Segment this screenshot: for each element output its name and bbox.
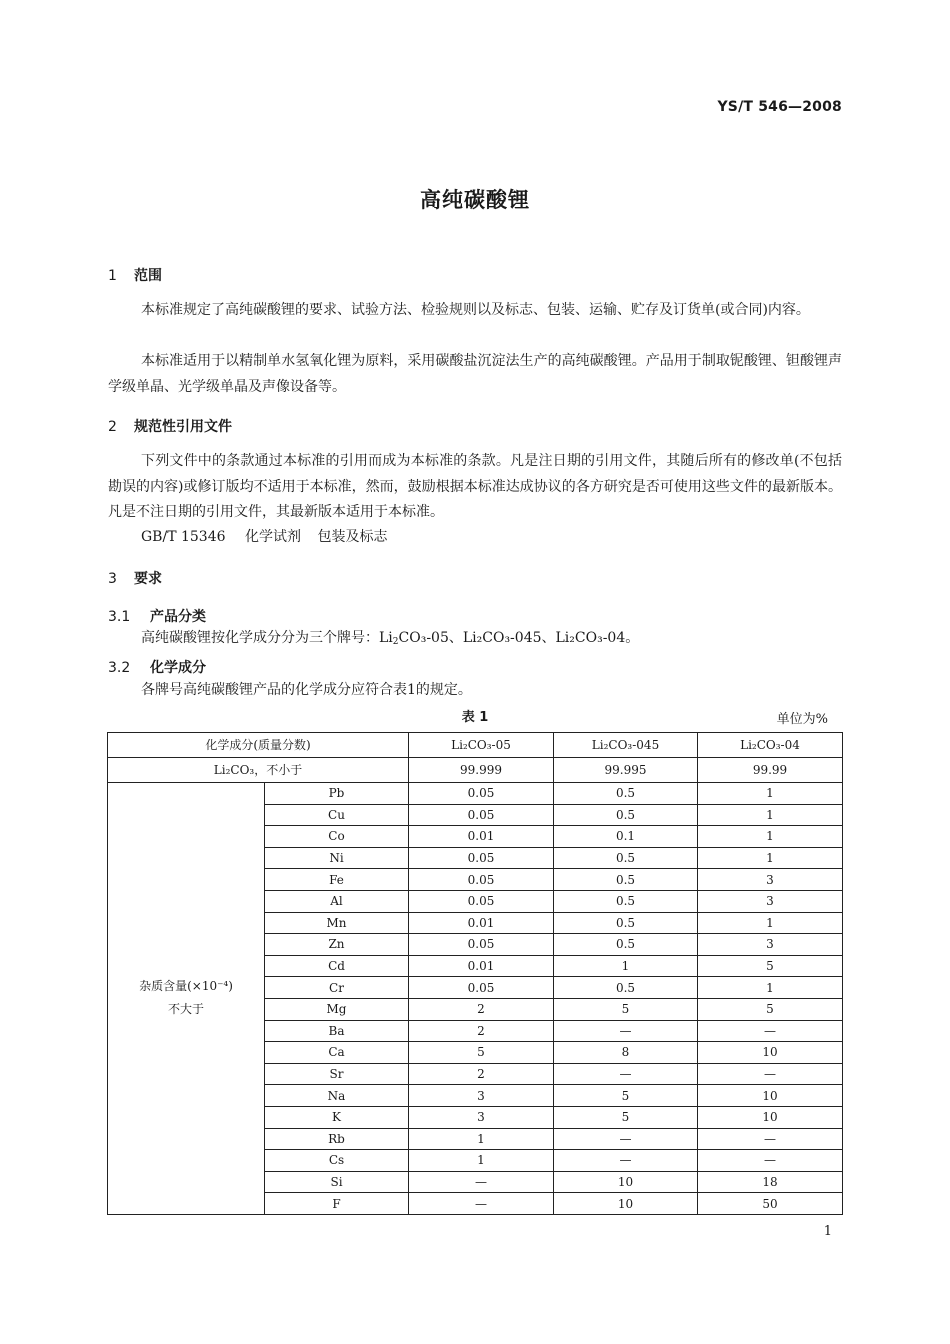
table-cell: 0.5 bbox=[554, 890, 698, 912]
table-cell: 5 bbox=[554, 1085, 698, 1107]
element-cell: Sr bbox=[265, 1063, 409, 1085]
table-cell: 99.995 bbox=[554, 758, 698, 783]
table-cell: 0.05 bbox=[409, 869, 554, 891]
table-cell: 99.99 bbox=[698, 758, 843, 783]
table-cell: 1 bbox=[698, 847, 843, 869]
table-cell: 0.01 bbox=[409, 826, 554, 848]
main-content-row bbox=[108, 758, 843, 783]
element-cell: Fe bbox=[265, 869, 409, 891]
table-cell: 5 bbox=[409, 1042, 554, 1064]
table-cell: 0.05 bbox=[409, 783, 554, 805]
table-unit-note: 单位为% bbox=[776, 712, 828, 727]
table-cell: 3 bbox=[409, 1085, 554, 1107]
element-cell: Al bbox=[265, 890, 409, 912]
table-cell: 8 bbox=[554, 1042, 698, 1064]
subsection-number: 3.2 bbox=[108, 660, 131, 676]
product-class-prefix: 高纯碳酸锂按化学成分分为三个牌号： bbox=[141, 630, 379, 646]
table-cell: 1 bbox=[698, 804, 843, 826]
element-cell: K bbox=[265, 1106, 409, 1128]
section-title: 范围 bbox=[134, 268, 162, 284]
table-cell: 1 bbox=[409, 1150, 554, 1172]
header-cell: Li₂CO₃-04 bbox=[698, 733, 843, 758]
table-cell: 0.1 bbox=[554, 826, 698, 848]
impurity-label-line: 杂质含量(×10⁻⁴) bbox=[139, 979, 233, 994]
table-cell: 0.5 bbox=[554, 977, 698, 999]
table-cell: 10 bbox=[554, 1193, 698, 1215]
table-cell: — bbox=[554, 1020, 698, 1042]
section-2-paragraph: 下列文件中的条款通过本标准的引用而成为本标准的条款。凡是注日期的引用文件，其随后所有的修改单(不包括勘误的内容)或修订版均不适用于本标准，然而，鼓励根据本标准达成协议的各方研究是否可使用这些文件的最新版本。凡是不注日期的引用文件，其最新版本适用于本标准。 bbox=[108, 453, 842, 520]
subsection-title: 化学成分 bbox=[150, 660, 206, 676]
table-cell: 99.999 bbox=[409, 758, 554, 783]
table-cell: 3 bbox=[698, 869, 843, 891]
header-cell: 化学成分(质量分数) bbox=[108, 733, 409, 758]
table-caption: 表 1 bbox=[461, 710, 489, 725]
table-cell: 5 bbox=[698, 998, 843, 1020]
element-cell: Cr bbox=[265, 977, 409, 999]
impurity-group-label bbox=[108, 783, 265, 1215]
subsection-title: 产品分类 bbox=[150, 609, 206, 625]
section-2-heading bbox=[108, 416, 232, 436]
element-cell: Zn bbox=[265, 934, 409, 956]
subsection-number: 3.1 bbox=[108, 609, 131, 625]
table-cell: 10 bbox=[698, 1042, 843, 1064]
table-cell: 1 bbox=[554, 955, 698, 977]
element-cell: Mn bbox=[265, 912, 409, 934]
page-number: 1 bbox=[823, 1224, 832, 1239]
table-cell: 10 bbox=[698, 1085, 843, 1107]
header-cell: Li₂CO₃-045 bbox=[554, 733, 698, 758]
table-cell: 0.01 bbox=[409, 912, 554, 934]
table-cell: 10 bbox=[698, 1106, 843, 1128]
table-cell: 1 bbox=[409, 1128, 554, 1150]
table-cell: 2 bbox=[409, 998, 554, 1020]
table-cell: 5 bbox=[554, 1106, 698, 1128]
section-number: 2 bbox=[108, 419, 117, 435]
reference-title: 化学试剂 包装及标志 bbox=[245, 529, 388, 545]
element-cell: Cd bbox=[265, 955, 409, 977]
reference-code: GB/T 15346 bbox=[141, 529, 226, 545]
chemical-composition-table bbox=[107, 732, 843, 1215]
element-cell: Ni bbox=[265, 847, 409, 869]
table-cell: 18 bbox=[698, 1171, 843, 1193]
table-cell: 3 bbox=[409, 1106, 554, 1128]
section-title: 要求 bbox=[134, 571, 162, 587]
table-cell: 2 bbox=[409, 1063, 554, 1085]
table-cell: 1 bbox=[698, 783, 843, 805]
table-cell: 0.05 bbox=[409, 890, 554, 912]
element-cell: Ca bbox=[265, 1042, 409, 1064]
table-cell: 1 bbox=[698, 977, 843, 999]
section-3-2-text: 各牌号高纯碳酸锂产品的化学成分应符合表1的规定。 bbox=[141, 682, 472, 698]
table-cell: 0.05 bbox=[409, 847, 554, 869]
table-cell: 1 bbox=[698, 912, 843, 934]
table-cell: — bbox=[409, 1171, 554, 1193]
table-cell: Li₂CO₃，不小于 bbox=[108, 758, 409, 783]
element-cell: Co bbox=[265, 826, 409, 848]
element-cell: Na bbox=[265, 1085, 409, 1107]
section-3-1-text bbox=[141, 626, 639, 656]
section-number: 3 bbox=[108, 571, 117, 587]
element-cell: Ba bbox=[265, 1020, 409, 1042]
section-3-heading bbox=[108, 568, 162, 588]
table-cell: 0.5 bbox=[554, 869, 698, 891]
element-cell: Cu bbox=[265, 804, 409, 826]
element-cell: Cs bbox=[265, 1150, 409, 1172]
table-header-row bbox=[108, 733, 843, 758]
section-3-1-heading bbox=[108, 606, 206, 626]
table-cell: 1 bbox=[698, 826, 843, 848]
table-cell: 5 bbox=[554, 998, 698, 1020]
section-1-paragraph-1: 本标准规定了高纯碳酸锂的要求、试验方法、检验规则以及标志、包装、运输、贮存及订货单(或合同)内容。 bbox=[141, 302, 810, 318]
table-cell: 2 bbox=[409, 1020, 554, 1042]
table-cell: — bbox=[554, 1150, 698, 1172]
table-cell: — bbox=[698, 1150, 843, 1172]
table-cell: 3 bbox=[698, 890, 843, 912]
document-title: 高纯碳酸锂 bbox=[420, 188, 530, 212]
table-row bbox=[108, 783, 843, 805]
section-1-paragraph-2: 本标准适用于以精制单水氢氧化锂为原料，采用碳酸盐沉淀法生产的高纯碳酸锂。产品用于制取铌酸锂、钽酸锂声学级单晶、光学级单晶及声像设备等。 bbox=[108, 353, 842, 395]
element-cell: Pb bbox=[265, 783, 409, 805]
table-cell: 0.05 bbox=[409, 804, 554, 826]
table-cell: — bbox=[409, 1193, 554, 1215]
element-cell: Mg bbox=[265, 998, 409, 1020]
table-cell: 0.05 bbox=[409, 934, 554, 956]
element-cell: F bbox=[265, 1193, 409, 1215]
table-cell: — bbox=[698, 1063, 843, 1085]
standard-code: YS/T 546—2008 bbox=[717, 99, 842, 115]
impurity-label-line: 不大于 bbox=[167, 1002, 204, 1017]
normative-reference bbox=[141, 525, 387, 551]
table-cell: — bbox=[554, 1063, 698, 1085]
table-cell: 0.5 bbox=[554, 783, 698, 805]
table-cell: 0.05 bbox=[409, 977, 554, 999]
table-cell: 50 bbox=[698, 1193, 843, 1215]
section-title: 规范性引用文件 bbox=[134, 419, 232, 435]
section-1-heading bbox=[108, 265, 162, 285]
table-cell: 0.01 bbox=[409, 955, 554, 977]
table-cell: 10 bbox=[554, 1171, 698, 1193]
product-class-grade: Li bbox=[379, 630, 393, 646]
element-cell: Rb bbox=[265, 1128, 409, 1150]
table-cell: — bbox=[698, 1128, 843, 1150]
element-cell: Si bbox=[265, 1171, 409, 1193]
table-cell: 0.5 bbox=[554, 934, 698, 956]
table-cell: — bbox=[698, 1020, 843, 1042]
table-cell: 5 bbox=[698, 955, 843, 977]
header-cell: Li₂CO₃-05 bbox=[409, 733, 554, 758]
product-class-suffix: CO₃-05、Li₂CO₃-045、Li₂CO₃-04。 bbox=[398, 630, 640, 646]
subscript: 2 bbox=[392, 637, 399, 647]
table-cell: 0.5 bbox=[554, 804, 698, 826]
table-cell: 0.5 bbox=[554, 847, 698, 869]
table-cell: — bbox=[554, 1128, 698, 1150]
section-3-2-heading bbox=[108, 657, 206, 677]
table-cell: 0.5 bbox=[554, 912, 698, 934]
section-number: 1 bbox=[108, 268, 117, 284]
table-cell: 3 bbox=[698, 934, 843, 956]
